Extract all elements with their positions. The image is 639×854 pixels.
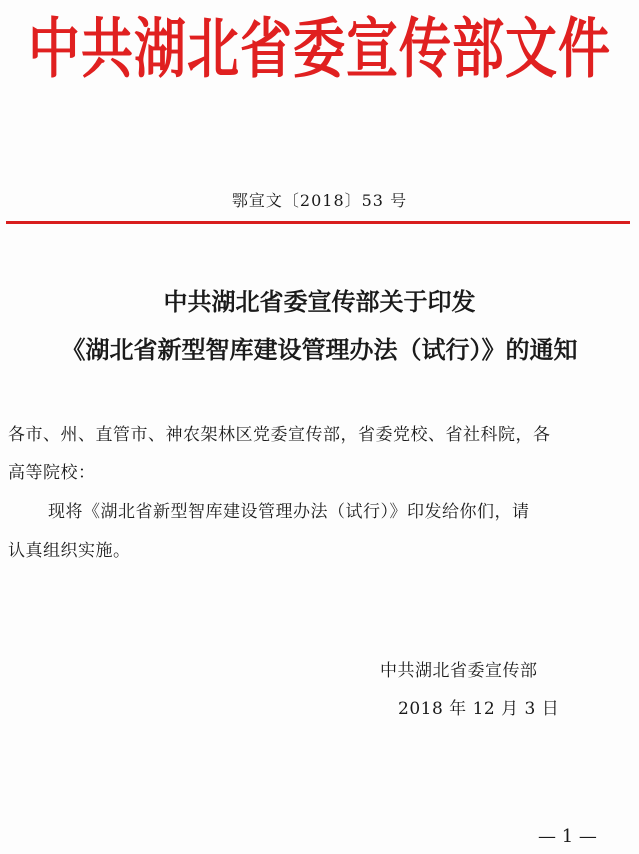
- addressee-line-1: 各市、州、直管市、神农架林区党委宣传部，省委党校、省社科院，各: [8, 425, 551, 445]
- notice-title-line-1: 中共湖北省委宣传部关于印发: [163, 288, 476, 316]
- document-header-title: 中共湖北省委宣传部文件: [27, 12, 611, 88]
- addressee-line-2: 高等院校：: [8, 463, 96, 483]
- body-paragraph-line-1: 现将《湖北省新型智库建设管理办法（试行）》印发给你们，请: [48, 502, 530, 522]
- issue-date: 2018 年 12 月 3 日: [398, 699, 560, 719]
- issuer-signature: 中共湖北省委宣传部: [380, 661, 538, 681]
- notice-title-line-2: 《湖北省新型智库建设管理办法（试行）》的通知: [61, 336, 578, 364]
- header-red-rule: [6, 221, 630, 224]
- document-number: 鄂宣文〔2018〕53 号: [231, 191, 408, 210]
- page-number: — 1 —: [538, 826, 597, 847]
- body-paragraph-line-2: 认真组织实施。: [8, 541, 131, 561]
